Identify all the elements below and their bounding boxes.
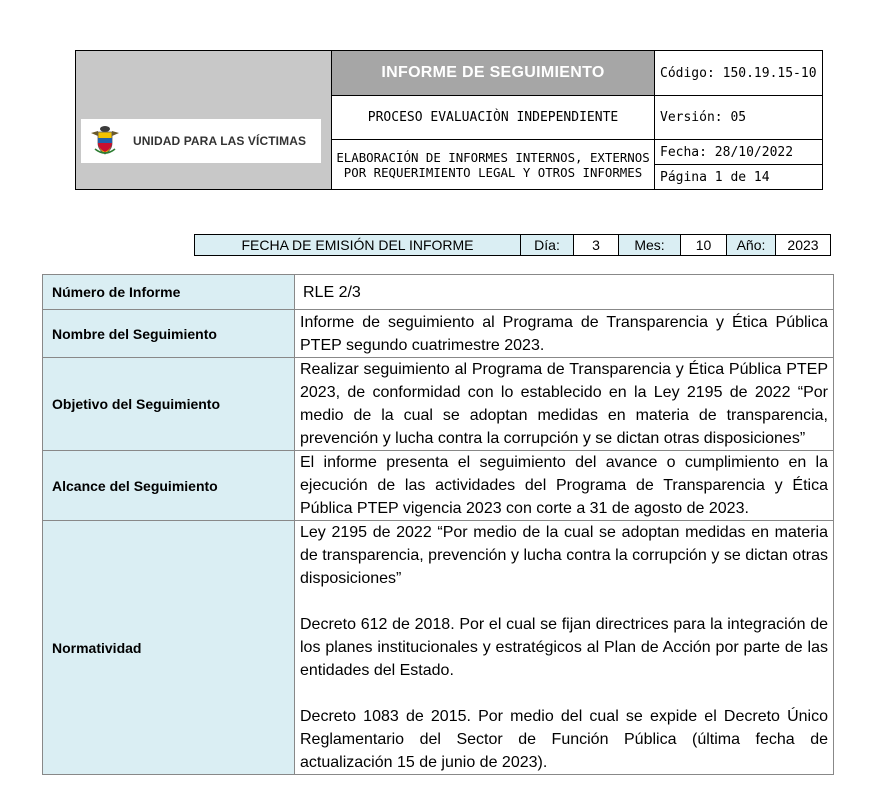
document-version: Versión: 05 [655, 96, 822, 140]
month-label: Mes: [619, 235, 681, 255]
coat-of-arms-icon [89, 125, 121, 157]
logo-text: UNIDAD PARA LAS VÍCTIMAS [133, 134, 307, 148]
regulation-paragraph: Ley 2195 de 2022 “Por medio de la cual se adoptan medidas en materia de transparencia, prevención y lucha contra la corrupción y se dictan otras disposiciones” [300, 524, 828, 587]
regulations-value [295, 521, 834, 775]
page-number: Página 1 de 14 [660, 169, 770, 185]
report-number-value: RLE 2/3 [295, 275, 834, 310]
document-header [75, 50, 823, 190]
logo-cell [76, 51, 332, 189]
document-title: INFORME DE SEGUIMIENTO [332, 51, 654, 96]
issue-date-row [194, 234, 831, 256]
tracking-objective-value: Realizar seguimiento al Programa de Transparencia y Ética Pública PTEP 2023, de conformidad con lo establecido en la Ley 2195 de 2022 “Por medio de la cual se adoptan medidas en materia de transparencia, prevención y lucha contra la corrupción y se dictan otras disposiciones” [295, 358, 834, 451]
regulation-paragraph: Decreto 612 de 2018. Por el cual se fijan directrices para la integración de los planes institucionales y estratégicos al Plan de Acción por parte de las entidades del Estado. [300, 616, 828, 679]
regulation-paragraph: Decreto 1083 de 2015. Por medio del cual se expide el Decreto Único Reglamentario del Sector de Función Pública (última fecha de actualización 15 de junio de 2023). [300, 708, 828, 771]
tracking-scope-label: Alcance del Seguimiento [43, 451, 295, 521]
table-row [43, 358, 834, 451]
tracking-scope-value: El informe presenta el seguimiento del avance o cumplimiento en la ejecución de las actividades del Programa de Transparencia y Ética Pública PTEP vigencia 2023 con corte a 31 de agosto de 2023. [295, 451, 834, 521]
issue-date-label: FECHA DE EMISIÓN DEL INFORME [195, 235, 521, 255]
tracking-name-value: Informe de seguimiento al Programa de Transparencia y Ética Pública PTEP segundo cuatrimestre 2023. [295, 310, 834, 358]
year-value: 2023 [787, 237, 819, 253]
day-value: 3 [574, 235, 619, 255]
table-row [43, 451, 834, 521]
day-label: Día: [521, 235, 574, 255]
report-info-table [42, 274, 834, 775]
table-row [43, 310, 834, 358]
month-value: 10 [681, 235, 727, 255]
document-date: Fecha: 28/10/2022 [655, 140, 822, 165]
report-number-label: Número de Informe [43, 275, 295, 310]
elaboration-text: ELABORACIÓN DE INFORMES INTERNOS, EXTERNOS POR REQUERIMIENTO LEGAL Y OTROS INFORMES [336, 149, 650, 180]
tracking-objective-label: Objetivo del Seguimiento [43, 358, 295, 451]
table-row [43, 275, 834, 310]
year-label: Año: [727, 235, 776, 255]
document-code: Código: 150.19.15-10 [655, 51, 822, 96]
process-name: PROCESO EVALUACIÒN INDEPENDIENTE [332, 96, 654, 140]
header-meta [655, 51, 822, 189]
table-row [43, 521, 834, 775]
regulations-label: Normatividad [43, 521, 295, 775]
header-middle [332, 51, 655, 189]
logo [81, 119, 321, 163]
tracking-name-label: Nombre del Seguimiento [43, 310, 295, 358]
